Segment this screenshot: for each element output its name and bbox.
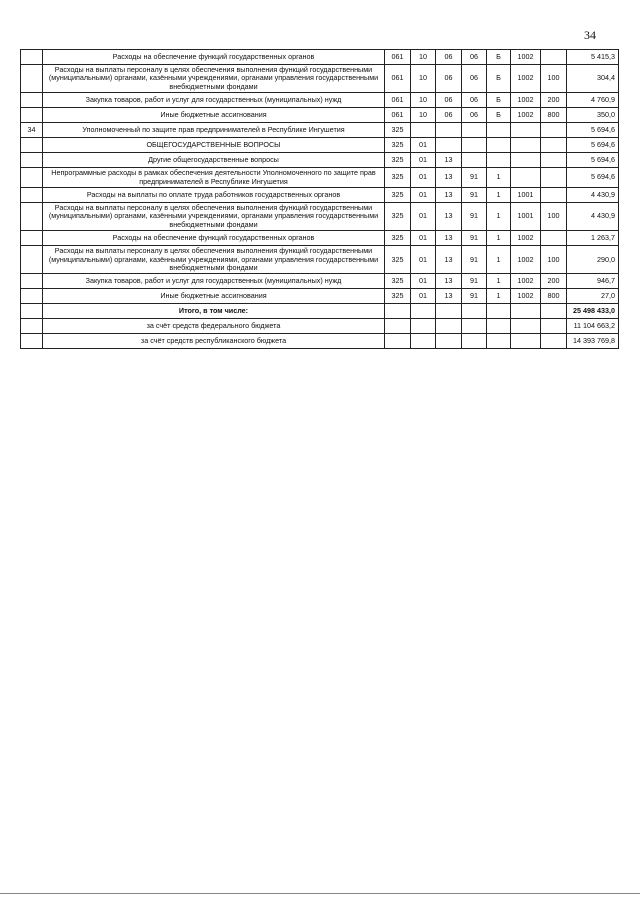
table-row — [21, 289, 619, 304]
target-article-code-2-cell: 1 — [487, 231, 511, 246]
amount-cell: 350,0 — [567, 108, 619, 123]
target-article-code-1-cell: 91 — [462, 231, 487, 246]
section-code-cell: 01 — [411, 203, 436, 231]
target-article-code-1-cell: 91 — [462, 168, 487, 188]
table-row — [21, 188, 619, 203]
expense-name-cell: Иные бюджетные ассигнования — [43, 108, 385, 123]
subsection-code-cell: 06 — [436, 50, 462, 65]
expense-type-code-cell: 100 — [541, 246, 567, 274]
department-code-cell: 325 — [385, 123, 411, 138]
section-code-cell: 01 — [411, 246, 436, 274]
section-code-cell: 10 — [411, 93, 436, 108]
target-article-code-1-cell — [462, 138, 487, 153]
amount-cell: 5 415,3 — [567, 50, 619, 65]
table-row — [21, 93, 619, 108]
expense-name-cell: Расходы на обеспечение функций государственных органов — [43, 231, 385, 246]
expense-type-code-cell: 800 — [541, 108, 567, 123]
table-row — [21, 231, 619, 246]
table-row — [21, 203, 619, 231]
expense-type-code-cell — [541, 50, 567, 65]
expense-type-code-cell — [541, 153, 567, 168]
target-article-code-2-cell — [487, 304, 511, 319]
department-code-cell: 061 — [385, 93, 411, 108]
amount-cell: 4 430,9 — [567, 203, 619, 231]
target-article-code-1-cell — [462, 304, 487, 319]
target-article-code-1-cell — [462, 319, 487, 334]
amount-cell: 4 760,9 — [567, 93, 619, 108]
budget-table-body — [21, 50, 619, 349]
expense-name-cell: Уполномоченный по защите прав предпринимателей в Республике Ингушетия — [43, 123, 385, 138]
amount-cell: 1 263,7 — [567, 231, 619, 246]
row-number-cell — [21, 274, 43, 289]
department-code-cell: 325 — [385, 153, 411, 168]
department-code-cell: 325 — [385, 246, 411, 274]
table-row — [21, 246, 619, 274]
target-article-code-1-cell: 91 — [462, 274, 487, 289]
page-number: 34 — [584, 28, 596, 42]
expense-type-code-cell — [541, 168, 567, 188]
target-article-code-1-cell: 06 — [462, 108, 487, 123]
expense-type-code-cell: 100 — [541, 203, 567, 231]
target-article-code-1-cell: 91 — [462, 246, 487, 274]
expense-name-cell: Расходы на выплаты по оплате труда работников государственных органов — [43, 188, 385, 203]
department-code-cell — [385, 319, 411, 334]
subsection-code-cell — [436, 319, 462, 334]
subsection-code-cell: 06 — [436, 93, 462, 108]
expense-type-code-cell: 100 — [541, 65, 567, 93]
target-article-code-2-cell: 1 — [487, 188, 511, 203]
target-article-code-1-cell — [462, 123, 487, 138]
row-number-cell — [21, 138, 43, 153]
target-article-code-2-cell: Б — [487, 50, 511, 65]
section-code-cell: 01 — [411, 153, 436, 168]
department-code-cell: 325 — [385, 188, 411, 203]
target-article-code-2-cell — [487, 153, 511, 168]
row-number-cell — [21, 304, 43, 319]
target-article-code-2-cell: Б — [487, 65, 511, 93]
table-row — [21, 108, 619, 123]
table-row — [21, 65, 619, 93]
department-code-cell: 061 — [385, 50, 411, 65]
amount-cell: 27,0 — [567, 289, 619, 304]
table-row — [21, 138, 619, 153]
table-row — [21, 168, 619, 188]
subsection-code-cell: 13 — [436, 246, 462, 274]
expense-type-code-cell — [541, 304, 567, 319]
expense-name-cell: ОБЩЕГОСУДАРСТВЕННЫЕ ВОПРОСЫ — [43, 138, 385, 153]
department-code-cell: 061 — [385, 65, 411, 93]
table-row — [21, 274, 619, 289]
table-row — [21, 123, 619, 138]
target-article-code-3-cell — [511, 138, 541, 153]
expense-name-cell: Другие общегосударственные вопросы — [43, 153, 385, 168]
row-number-cell — [21, 65, 43, 93]
target-article-code-2-cell — [487, 319, 511, 334]
amount-cell: 25 498 433,0 — [567, 304, 619, 319]
expense-type-code-cell — [541, 138, 567, 153]
amount-cell: 5 694,6 — [567, 153, 619, 168]
department-code-cell: 325 — [385, 203, 411, 231]
amount-cell: 290,0 — [567, 246, 619, 274]
amount-cell: 304,4 — [567, 65, 619, 93]
target-article-code-3-cell: 1001 — [511, 188, 541, 203]
target-article-code-2-cell: 1 — [487, 274, 511, 289]
section-code-cell: 01 — [411, 138, 436, 153]
row-number-cell — [21, 168, 43, 188]
subsection-code-cell: 13 — [436, 168, 462, 188]
amount-cell: 946,7 — [567, 274, 619, 289]
row-number-cell — [21, 319, 43, 334]
section-code-cell: 10 — [411, 65, 436, 93]
target-article-code-1-cell: 91 — [462, 203, 487, 231]
expense-type-code-cell: 200 — [541, 93, 567, 108]
target-article-code-1-cell — [462, 334, 487, 349]
amount-cell: 5 694,6 — [567, 123, 619, 138]
amount-cell: 11 104 663,2 — [567, 319, 619, 334]
subsection-code-cell: 13 — [436, 274, 462, 289]
department-code-cell: 325 — [385, 289, 411, 304]
target-article-code-3-cell: 1002 — [511, 231, 541, 246]
target-article-code-1-cell: 06 — [462, 50, 487, 65]
subsection-code-cell — [436, 138, 462, 153]
department-code-cell: 325 — [385, 274, 411, 289]
target-article-code-3-cell: 1001 — [511, 203, 541, 231]
target-article-code-3-cell: 1002 — [511, 93, 541, 108]
target-article-code-2-cell — [487, 123, 511, 138]
expense-name-cell: Расходы на обеспечение функций государственных органов — [43, 50, 385, 65]
subsection-code-cell: 13 — [436, 289, 462, 304]
section-code-cell — [411, 319, 436, 334]
target-article-code-1-cell — [462, 153, 487, 168]
target-article-code-2-cell: Б — [487, 108, 511, 123]
row-number-cell — [21, 203, 43, 231]
department-code-cell: 325 — [385, 231, 411, 246]
expense-name-cell: Расходы на выплаты персоналу в целях обеспечения выполнения функций государственными (муниципальными) органами, казёнными учреждениями, органами управления государственными внебюджетными фондами — [43, 65, 385, 93]
table-row — [21, 334, 619, 349]
target-article-code-3-cell: 1002 — [511, 246, 541, 274]
table-row — [21, 50, 619, 65]
amount-cell: 5 694,6 — [567, 138, 619, 153]
subsection-code-cell: 06 — [436, 108, 462, 123]
department-code-cell: 325 — [385, 138, 411, 153]
department-code-cell — [385, 334, 411, 349]
row-number-cell: 34 — [21, 123, 43, 138]
department-code-cell — [385, 304, 411, 319]
subsection-code-cell: 06 — [436, 65, 462, 93]
target-article-code-3-cell: 1002 — [511, 274, 541, 289]
target-article-code-2-cell: 1 — [487, 168, 511, 188]
expense-type-code-cell — [541, 231, 567, 246]
target-article-code-1-cell: 91 — [462, 289, 487, 304]
expense-type-code-cell — [541, 334, 567, 349]
budget-table — [20, 49, 619, 349]
expense-type-code-cell — [541, 123, 567, 138]
target-article-code-3-cell: 1002 — [511, 289, 541, 304]
target-article-code-1-cell: 06 — [462, 93, 487, 108]
expense-name-cell: Закупка товаров, работ и услуг для государственных (муниципальных) нужд — [43, 93, 385, 108]
section-code-cell: 01 — [411, 188, 436, 203]
row-number-cell — [21, 289, 43, 304]
section-code-cell: 01 — [411, 231, 436, 246]
table-row — [21, 153, 619, 168]
expense-name-cell: за счёт средств республиканского бюджета — [43, 334, 385, 349]
subsection-code-cell — [436, 304, 462, 319]
section-code-cell: 01 — [411, 289, 436, 304]
target-article-code-2-cell — [487, 334, 511, 349]
target-article-code-2-cell — [487, 138, 511, 153]
expense-name-cell: Итого, в том числе: — [43, 304, 385, 319]
row-number-cell — [21, 50, 43, 65]
table-row — [21, 319, 619, 334]
expense-name-cell: Расходы на выплаты персоналу в целях обеспечения выполнения функций государственными (муниципальными) органами, казёнными учреждениями, органами управления государственными внебюджетными фондами — [43, 246, 385, 274]
target-article-code-1-cell: 91 — [462, 188, 487, 203]
subsection-code-cell: 13 — [436, 153, 462, 168]
row-number-cell — [21, 231, 43, 246]
target-article-code-3-cell — [511, 168, 541, 188]
target-article-code-2-cell: 1 — [487, 203, 511, 231]
page-bottom-rule — [0, 893, 640, 894]
target-article-code-3-cell — [511, 123, 541, 138]
row-number-cell — [21, 153, 43, 168]
section-code-cell: 01 — [411, 274, 436, 289]
target-article-code-2-cell: 1 — [487, 289, 511, 304]
target-article-code-2-cell: Б — [487, 93, 511, 108]
subsection-code-cell: 13 — [436, 231, 462, 246]
target-article-code-2-cell: 1 — [487, 246, 511, 274]
row-number-cell — [21, 93, 43, 108]
section-code-cell: 10 — [411, 108, 436, 123]
expense-name-cell: Иные бюджетные ассигнования — [43, 289, 385, 304]
row-number-cell — [21, 108, 43, 123]
target-article-code-3-cell — [511, 153, 541, 168]
subsection-code-cell: 13 — [436, 188, 462, 203]
amount-cell: 14 393 769,8 — [567, 334, 619, 349]
department-code-cell: 061 — [385, 108, 411, 123]
target-article-code-3-cell: 1002 — [511, 50, 541, 65]
target-article-code-3-cell: 1002 — [511, 108, 541, 123]
amount-cell: 4 430,9 — [567, 188, 619, 203]
table-row — [21, 304, 619, 319]
expense-name-cell: Непрограммные расходы в рамках обеспечения деятельности Уполномоченного по защите прав предпринимателей в Республике Ингушетия — [43, 168, 385, 188]
subsection-code-cell: 13 — [436, 203, 462, 231]
section-code-cell: 10 — [411, 50, 436, 65]
target-article-code-3-cell — [511, 304, 541, 319]
target-article-code-3-cell — [511, 319, 541, 334]
row-number-cell — [21, 334, 43, 349]
section-code-cell — [411, 123, 436, 138]
subsection-code-cell — [436, 334, 462, 349]
department-code-cell: 325 — [385, 168, 411, 188]
expense-name-cell: Закупка товаров, работ и услуг для государственных (муниципальных) нужд — [43, 274, 385, 289]
target-article-code-1-cell: 06 — [462, 65, 487, 93]
section-code-cell — [411, 334, 436, 349]
expense-type-code-cell — [541, 319, 567, 334]
section-code-cell: 01 — [411, 168, 436, 188]
expense-type-code-cell — [541, 188, 567, 203]
target-article-code-3-cell: 1002 — [511, 65, 541, 93]
expense-name-cell: Расходы на выплаты персоналу в целях обеспечения выполнения функций государственными (муниципальными) органами, казёнными учреждениями, органами управления государственными внебюджетными фондами — [43, 203, 385, 231]
target-article-code-3-cell — [511, 334, 541, 349]
expense-type-code-cell: 800 — [541, 289, 567, 304]
expense-type-code-cell: 200 — [541, 274, 567, 289]
expense-name-cell: за счёт средств федерального бюджета — [43, 319, 385, 334]
subsection-code-cell — [436, 123, 462, 138]
amount-cell: 5 694,6 — [567, 168, 619, 188]
row-number-cell — [21, 188, 43, 203]
row-number-cell — [21, 246, 43, 274]
section-code-cell — [411, 304, 436, 319]
